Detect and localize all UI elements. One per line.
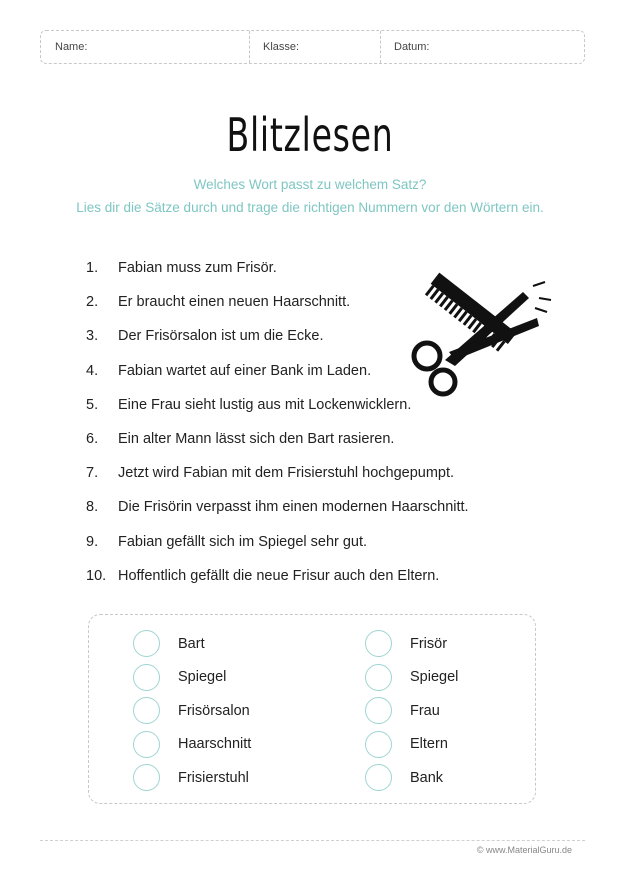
answer-item (365, 728, 458, 762)
answer-circle[interactable] (133, 664, 160, 691)
sentence-number: 8. (86, 499, 99, 516)
sentence-text: Der Frisörsalon ist um die Ecke. (118, 328, 324, 345)
footer-divider (40, 840, 585, 841)
answer-circle[interactable] (133, 731, 160, 758)
list-item (86, 534, 469, 568)
class-label: Klasse: (263, 41, 300, 53)
instruction-task: Lies dir die Sätze durch und trage die richtigen Nummern vor den Wörtern ein. (76, 200, 544, 215)
sentence-text: Jetzt wird Fabian mit dem Frisierstuhl hochgepumpt. (118, 465, 455, 482)
answer-word: Eltern (410, 736, 448, 753)
answer-word: Bart (178, 635, 205, 652)
answer-word: Bank (410, 769, 444, 786)
sentence-number: 7. (86, 465, 99, 482)
answer-box (88, 614, 536, 804)
answer-item (133, 661, 251, 695)
sentence-text: Eine Frau sieht lustig aus mit Lockenwicklern. (118, 396, 412, 413)
answer-circle[interactable] (133, 630, 160, 657)
divider (380, 31, 381, 63)
divider (249, 31, 250, 63)
sentence-text: Fabian wartet auf einer Bank im Laden. (118, 362, 372, 379)
scissors-and-comb-icon (405, 268, 555, 400)
answer-column-left (133, 627, 251, 795)
sentence-number: 5. (86, 396, 99, 413)
answer-item (365, 761, 458, 795)
sentence-number: 3. (86, 328, 99, 345)
list-item (86, 431, 469, 465)
answer-word: Spiegel (178, 669, 227, 686)
list-item (86, 499, 469, 533)
answer-item (133, 728, 251, 762)
answer-word: Haarschnitt (178, 736, 252, 753)
answer-circle[interactable] (133, 764, 160, 791)
answer-word: Frisör (410, 635, 448, 652)
sentence-text: Fabian gefällt sich im Spiegel sehr gut. (118, 533, 368, 550)
sentence-text: Fabian muss zum Frisör. (118, 260, 277, 276)
answer-item (365, 661, 458, 695)
sentence-number: 1. (86, 260, 99, 276)
answer-circle[interactable] (365, 764, 392, 791)
answer-word: Frisörsalon (178, 702, 250, 719)
answer-item (133, 627, 251, 661)
date-label: Datum: (394, 41, 430, 53)
answer-circle[interactable] (365, 630, 392, 657)
sentence-number: 4. (86, 362, 99, 379)
sentence-text: Hoffentlich gefällt die neue Frisur auch den Eltern. (118, 567, 440, 584)
list-item (86, 568, 469, 602)
answer-item (133, 694, 251, 728)
answer-word: Spiegel (410, 669, 459, 686)
list-item (86, 397, 469, 431)
sentence-text: Die Frisörin verpasst ihm einen modernen Haarschnitt. (118, 499, 469, 516)
answer-word: Frisierstuhl (178, 769, 249, 786)
answer-circle[interactable] (365, 664, 392, 691)
student-info-box (40, 30, 585, 64)
sentence-number: 10. (86, 567, 107, 584)
name-label: Name: (55, 41, 88, 53)
list-item (86, 465, 469, 499)
answer-column-right (365, 627, 458, 795)
copyright-text: © www.MaterialGuru.de (476, 845, 572, 855)
answer-item (365, 694, 458, 728)
answer-circle[interactable] (365, 697, 392, 724)
sentence-text: Er braucht einen neuen Haarschnitt. (118, 294, 351, 311)
answer-circle[interactable] (365, 731, 392, 758)
answer-word: Frau (410, 702, 440, 719)
answer-item (365, 627, 458, 661)
instruction-question: Welches Wort passt zu welchem Satz? (193, 177, 427, 192)
page-title: Blitzlesen (226, 108, 394, 162)
sentence-number: 9. (86, 533, 99, 550)
sentence-number: 6. (86, 430, 99, 447)
sentence-number: 2. (86, 294, 99, 311)
answer-item (133, 761, 251, 795)
sentence-text: Ein alter Mann lässt sich den Bart rasieren. (118, 430, 395, 447)
answer-circle[interactable] (133, 697, 160, 724)
